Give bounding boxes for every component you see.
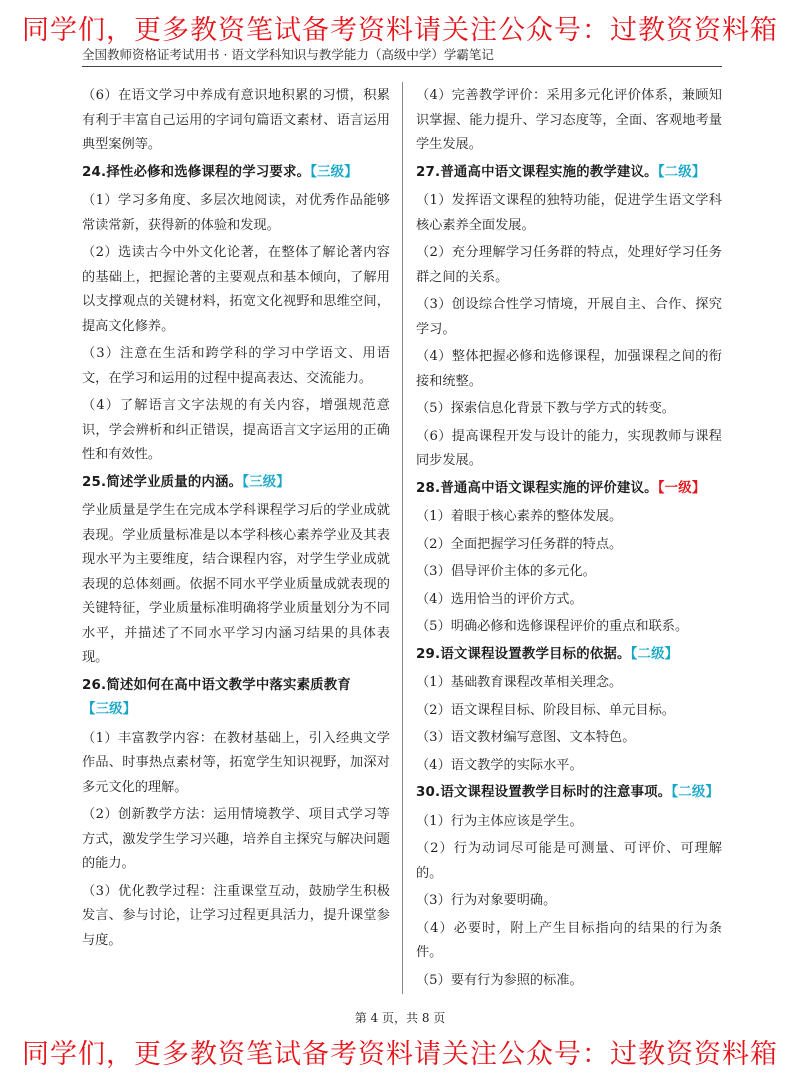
question-heading [416,643,722,668]
level-badge: 【三级】 [242,474,290,490]
level-badge: 【二级】 [630,646,679,662]
header-divider [82,66,722,67]
list-item: （4）了解语言文字法规的有关内容，增强规范意识，学会辨析和纠正错误，提高语言文字运用的正确性和有效性。 [82,398,390,462]
question-title: 29.语文课程设置教学目标的依据。 [416,646,631,662]
list-item: （1）基础教育课程改革相关理念。 [416,675,623,690]
level-badge: 【一级】 [657,480,706,496]
left-column [82,84,390,956]
level-badge: 【三级】 [82,702,137,717]
level-badge: 【三级】 [310,164,358,180]
list-item: （1）行为主体应该是学生。 [416,813,583,829]
question-heading [416,161,722,186]
column-divider [402,82,403,994]
question-title: 27.普通高中语文课程实施的教学建议。 [416,164,658,180]
paragraph: （6）在语文学习中养成有意识地积累的习惯，积累有利于丰富自己运用的字词句篇语文素材、语言运用典型案例等。 [82,88,390,152]
question-title: 25.简述学业质量的内涵。 [82,474,243,490]
question-title: 30.语文课程设置教学目标时的注意事项。 [416,785,672,800]
paragraph: 学业质量是学生在完成本学科课程学习后的学业成就表现。学业质量标准是以本学科核心素养学业及其表现水平为主要维度，结合课程内容，对学生学业成就表现的总体刻画。依据不同水平学业质量成就表现的关键特征，学业质量标准明确将学业质量划分为不同水平，并描述了不同水平学习内涵习结果的具体表现。 [82,503,390,665]
question-title: 24.择性必修和选修课程的学习要求。 [82,164,311,180]
right-column [416,84,722,996]
level-badge: 【二级】 [657,164,706,180]
list-item: （2）全面把握学习任务群的特点。 [416,536,623,552]
question-title: 26.简述如何在高中语文教学中落实素质教育 [82,677,351,693]
list-item: （2）行为动词尽可能是可测量、可评价、可理解的。 [416,841,722,881]
list-item: （4）整体把握必修和选修课程，加强课程之间的衔接和统整。 [416,349,722,389]
list-item: （3）行为对象要明确。 [416,893,557,908]
question-heading [416,477,722,502]
list-item: （6）提高课程开发与设计的能力，实现教师与课程同步发展。 [416,428,722,468]
bottom-promo-banner: 同学们，更多教资笔试备考资料请关注公众号：过教资资料箱 [22,1039,778,1070]
question-heading [82,674,390,723]
list-item: （3）优化教学过程：注重课堂互动，鼓励学生积极发言、参与讨论，让学习过程更具活力，提升课堂参与度。 [82,883,390,948]
list-item: （1）丰富教学内容：在教材基础上，引入经典文学作品、时事热点素材等，拓宽学生知识视野，加深对多元文化的理解。 [82,730,390,795]
page-number: 第 4 页，共 8 页 [354,1011,446,1025]
question-heading [82,471,390,496]
list-item: （2）语文课程目标、阶段目标、单元目标。 [416,702,675,718]
list-item: （4）语文教学的实际水平。 [416,757,583,773]
list-item: （5）明确必修和选修课程评价的重点和联系。 [416,619,689,634]
list-item: （2）选读古今中外文化论著，在整体了解论著内容的基础上，把握论著的主要观点和基本倾向，了解用以支撑观点的关键材料，拓宽文化视野和思维空间，提高文化修养。 [82,245,390,334]
list-item: （1）着眼于核心素养的整体发展。 [416,509,623,524]
list-item: （4）选用恰当的评价方式。 [416,591,583,607]
list-item: （3）创设综合性学习情境，开展自主、合作、探究学习。 [416,297,722,337]
list-item: （5）探索信息化背景下教与学方式的转变。 [416,401,675,416]
list-item: （5）要有行为参照的标准。 [416,972,583,988]
list-item: （4）必要时，附上产生目标指向的结果的行为条件。 [416,920,722,960]
list-item: （3）注意在生活和跨学科的学习中学语文、用语文，在学习和运用的过程中提高表达、交流能力。 [82,346,390,386]
question-heading [416,781,722,806]
list-item: （2）创新教学方法：运用情境教学、项目式学习等方式，激发学生学习兴趣，培养自主探究与解决问题的能力。 [82,807,390,871]
list-item: （1）发挥语文课程的独特功能，促进学生语文学科核心素养全面发展。 [416,193,722,233]
paragraph: （4）完善教学评价：采用多元化评价体系，兼顾知识掌握、能力提升、学习态度等，全面、客观地考量学生发展。 [416,88,722,152]
list-item: （3）倡导评价主体的多元化。 [416,564,596,579]
list-item: （2）充分理解学习任务群的特点，处理好学习任务群之间的关系。 [416,245,722,285]
level-badge: 【二级】 [671,785,720,800]
question-heading [82,161,390,186]
top-promo-banner: 同学们，更多教资笔试备考资料请关注公众号：过教资资料箱 [22,15,778,46]
book-subtitle: 全国教师资格证考试用书 · 语文学科知识与教学能力（高级中学）学霸笔记 [82,47,494,62]
list-item: （3）语文教材编写意图、文本特色。 [416,730,636,745]
list-item: （1）学习多角度、多层次地阅读，对优秀作品能够常读常新，获得新的体验和发现。 [82,193,390,233]
question-title: 28.普通高中语文课程实施的评价建议。 [416,480,658,496]
